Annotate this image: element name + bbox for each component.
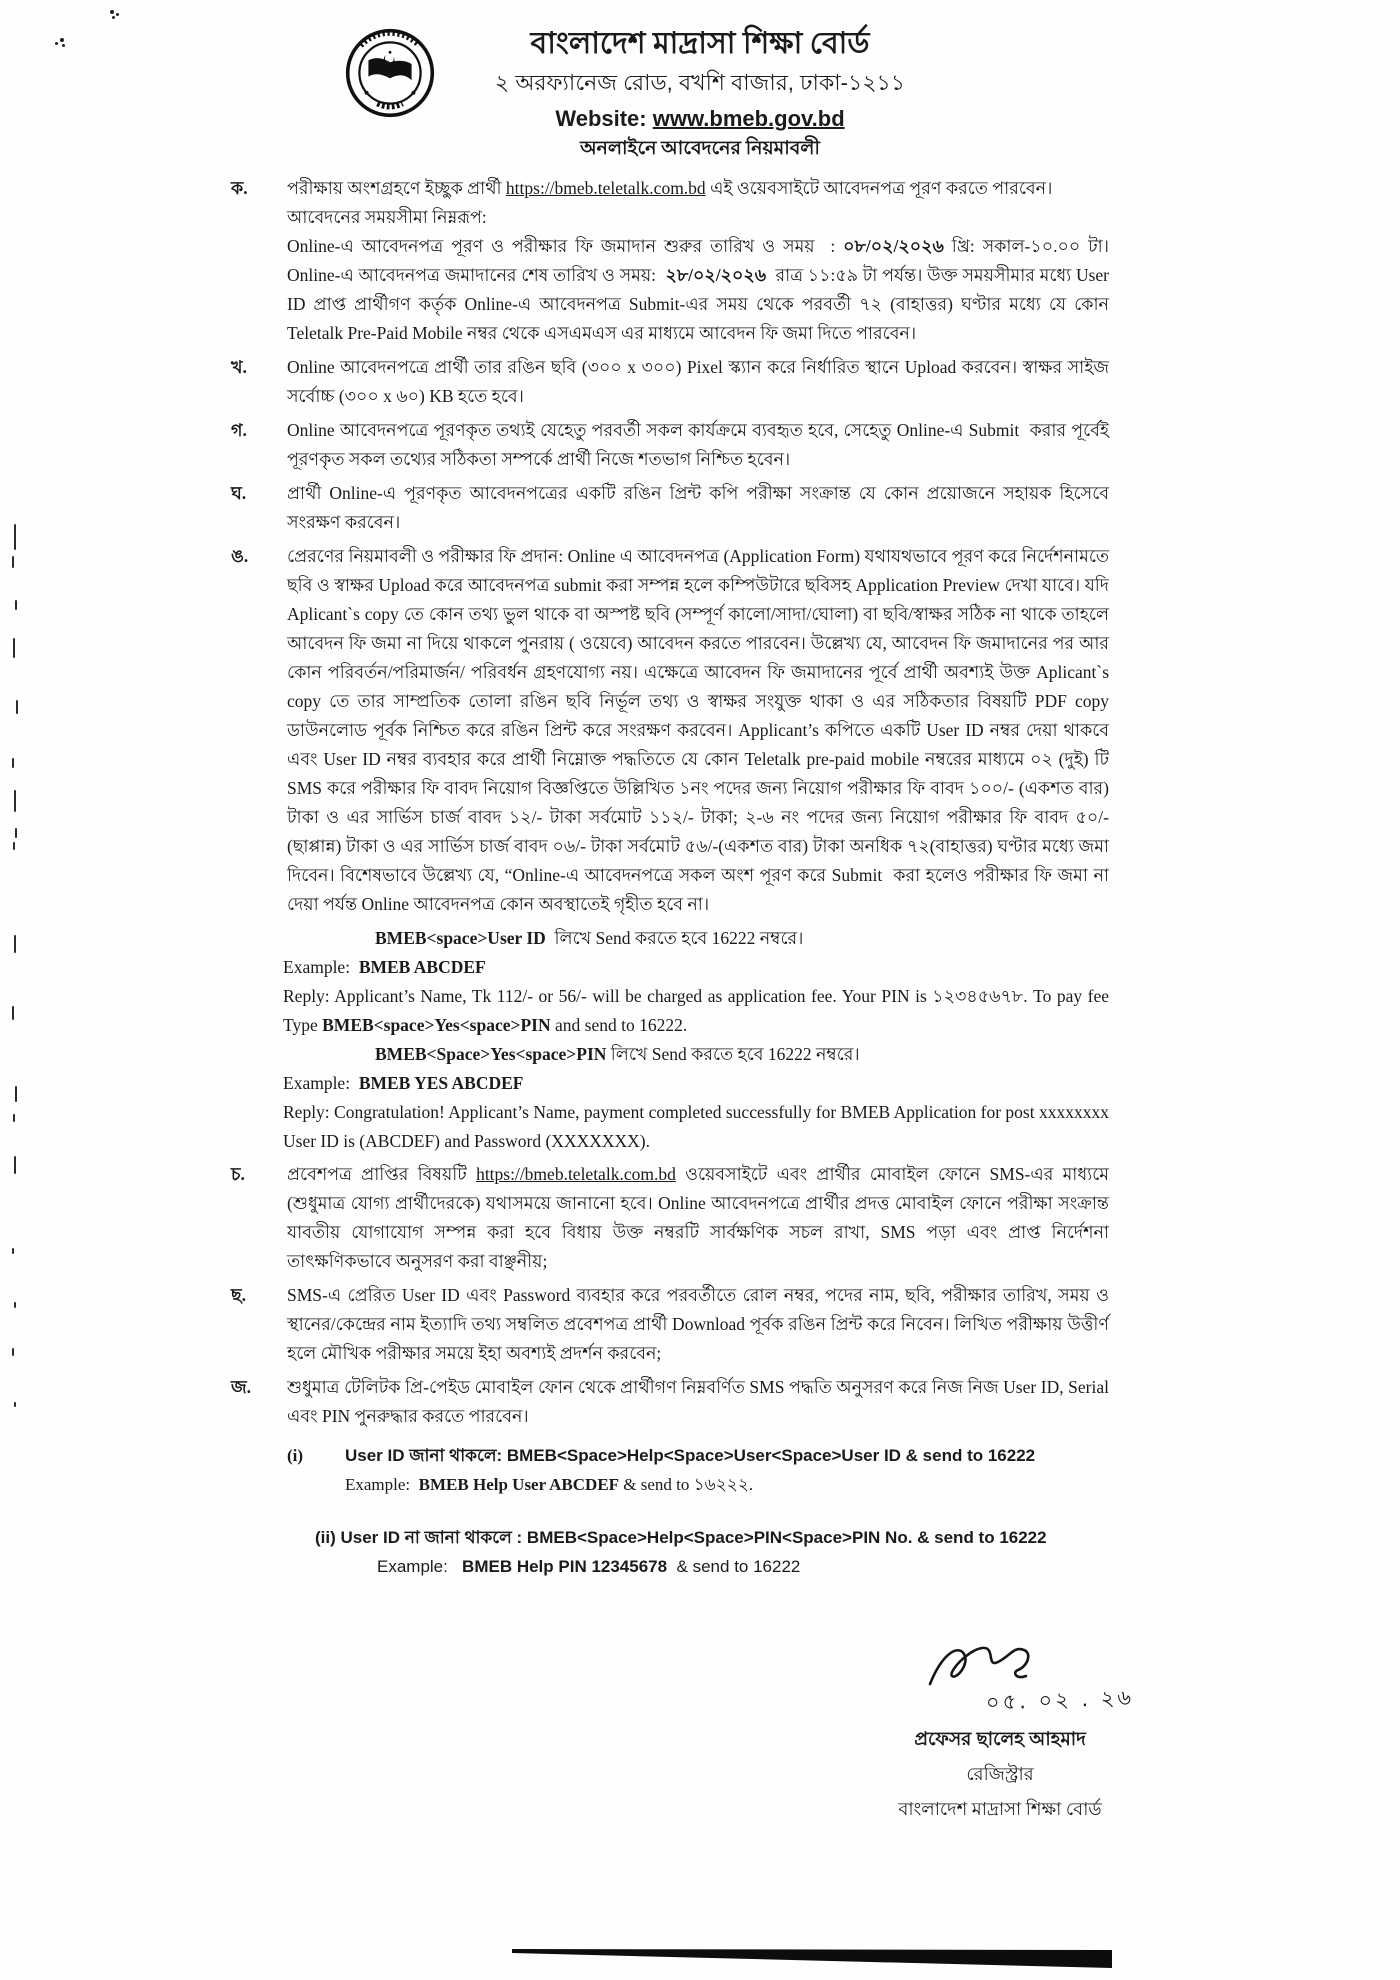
section-text: প্রবেশপত্র প্রাপ্তির বিষয়টি https://bmeb.teletalk.com.bd ওয়েবসাইটে এবং প্রার্থীর মোবাইল ফোনে SMS-এর মাধ্যমে (শুধুমাত্র যোগ্য প্রার্থীদেরকে) যথাসময়ে জানানো হবে। Online আবেদনপত্রে প্রার্থীর প্রদত্ত মোবাইল ফোনে পরীক্ষা সংক্রান্ত যাবতীয় যোগাযোগ সম্পন্ন করা হবে বিধায় উক্ত নম্বরটি সার্বক্ষণিক সচল রাখা, SMS পড়া এবং প্রাপ্ত নির্দেশনা তাৎক্ষণিকভাবে অনুসরণ করা বাঞ্ছনীয়; [287, 1164, 1114, 1271]
document-header [0, 0, 1400, 166]
userid-recovery-block [287, 1441, 1109, 1581]
section-label: ক. [231, 178, 248, 198]
section-ja [225, 1373, 1114, 1431]
signatory-title: রেজিস্ট্রার [966, 1764, 1034, 1784]
section-text: শুধুমাত্র টেলিটক প্রি-পেইড মোবাইল ফোন থেকে প্রার্থীগণ নিম্নবর্ণিত SMS পদ্ধতি অনুসরণ করে নিজ নিজ User ID, Serial এবং PIN পুনরুদ্ধার করতে পারবেন। [287, 1377, 1114, 1426]
signatory-name: প্রফেসর ছালেহ আহমাদ [914, 1728, 1086, 1749]
org-address: ২ অরফ্যানেজ রোড, বখশি বাজার, ঢাকা-১২১১ [494, 70, 906, 95]
scan-wedge-artifact [512, 1936, 1116, 1970]
section-label: ছ. [231, 1285, 246, 1305]
org-name: বাংলাদেশ মাদ্রাসা শিক্ষা বোর্ড [530, 27, 870, 60]
section-text: Online আবেদনপত্রে পূরণকৃত তথ্যই যেহেতু পরবর্তী সকল কার্যক্রমে ব্যবহৃত হবে, সেহেতু Online-এ Submit করার পূর্বেই পূরণকৃত সকল তথ্যের সঠিকতা সম্পর্কে প্রার্থী নিজে শতভাগ নিশ্চিত হবেন। [287, 420, 1114, 469]
section-text: পরীক্ষায় অংশগ্রহণে ইচ্ছুক প্রার্থী https://bmeb.teletalk.com.bd এই ওয়েবসাইটে আবেদনপত্র পূরণ করতে পারবেন। আবেদনের সময়সীমা নিম্নরূপ: Online-এ আবেদনপত্র পূরণ ও পরীক্ষার ফি জমাদান শুরুর তারিখ ও সময় : ০৮/০২/২০২৬ খ্রি: সকাল-১০.০০ টা। Online-এ আবেদনপত্র জমাদানের শেষ তারিখ ও সময়: ২৮/০২/২০২৬ রাত্র ১১:৫৯ টা পর্যন্ত। উক্ত সময়সীমার মধ্যে User ID প্রাপ্ত প্রার্থীগণ কর্তৃক Online-এ আবেদনপত্র Submit-এর সময় থেকে পরবর্তী ৭২ (বাহাত্তর) ঘণ্টার মধ্যে যে কোন Teletalk Pre-Paid Mobile নম্বর থেকে এসএমএস এর মাধ্যমে আবেদন ফি জমা দিতে পারবেন। [287, 178, 1114, 343]
section-uma [225, 542, 1118, 919]
document-body [225, 174, 1118, 1581]
section-kha [225, 353, 1114, 411]
section-gha [225, 479, 1114, 537]
section-label: গ. [231, 420, 247, 440]
section-ka [225, 174, 1114, 348]
section-text: প্রেরণের নিয়মাবলী ও পরীক্ষার ফি প্রদান: Online এ আবেদনপত্র (Application Form) যথাযথভাবে পূরণ করে নির্দেশনামতে ছবি ও স্বাক্ষর Upload করে আবেদনপত্র submit করা সম্পন্ন হলে কম্পিউটারে ছবিসহ Application Preview দেখা যাবে। যদি Aplicant`s copy তে কোন তথ্য ভুল থাকে বা অস্পষ্ট ছবি (সম্পূর্ণ কালো/সাদা/ঘোলা) বা ছবি/স্বাক্ষর সঠিক না থাকে তাহলে আবেদন ফি জমা না দিয়ে থাকলে পুনরায় ( ওয়েবে) আবেদন করতে পারবেন। উল্লেখ্য যে, আবেদন ফি জমাদানের পর আর কোন পরিবর্তন/পরিমার্জন/ পরিবর্ধন গ্রহণযোগ্য নয়। এক্ষেত্রে আবেদন ফি জমাদানের পূর্বে প্রার্থী অবশ্যই উক্ত Aplicant`s copy তে তার সাম্প্রতিক তোলা রঙিন ছবি নির্ভূল তথ্য ও স্বাক্ষর সংযুক্ত থাকা ও এর সঠিকতার বিষয়টি PDF copy ডাউনলোড পূর্বক নিশ্চিত করে রঙিন প্রিন্ট করে সংরক্ষণ করবেন। Applicant’s কপিতে একটি User ID নম্বর দেয়া থাকবে এবং User ID নম্বর ব্যবহার করে প্রার্থী নিম্নোক্ত পদ্ধতিতে যে কোন Teletalk pre-paid mobile নম্বরের মাধ্যমে ০২ (দুই) টি SMS করে পরীক্ষার ফি বাবদ নিয়োগ বিজ্ঞপ্তিতে উল্লিখিত ১নং পদের জন্য নিয়োগ পরীক্ষার ফি বাবদ ১০০/- (একশত বার) টাকা ও এর সার্ভিস চার্জ বাবদ ১২/- টাকা সর্বমোট ১১২/- টাকা; ২-৬ নং পদের জন্য নিয়োগ পরীক্ষার ফি বাবদ ৫০/- (ছাপ্পান্ন) টাকা ও এর সার্ভিস চার্জ বাবদ ০৬/- টাকা সর্বমোট ৫৬/-(একশত বার) টাকা অনধিক ৭২(বাহাত্তর) ঘণ্টার মধ্যে জমা দিবেন। বিশেষভাবে উল্লেখ্য যে, “Online-এ আবেদনপত্রে সকল অংশ পূরণ করে Submit করা হলেও পরীক্ষার ফি জমা না দেয়া পর্যন্ত Online আবেদনপত্র কোন অবস্থাতেই গৃহীত হবে না। [287, 546, 1118, 914]
sms-line-send-pin: BMEB<Space>Yes<space>PIN লিখে Send করতে হবে 16222 নম্বরে। [375, 1044, 860, 1064]
sms-example-1: Example: BMEB ABCDEF [283, 957, 486, 977]
sms-example-2: Example: BMEB YES ABCDEF [283, 1073, 524, 1093]
section-label: চ. [231, 1164, 245, 1184]
section-text: SMS-এ প্রেরিত User ID এবং Password ব্যবহার করে পরবর্তীতে রোল নম্বর, পদের নাম, ছবি, পরীক্ষার তারিখ, সময় ও স্থানের/কেন্দ্রের নাম ইত্যাদি তথ্য সম্বলিত প্রবেশপত্র প্রার্থী Download পূর্বক রঙিন প্রিন্ট করে নিবেন। লিখিত পরীক্ষায় উত্তীর্ণ হলে মৌখিক পরীক্ষার সময়ে ইহা অবশ্যই প্রদর্শন করবেন; [287, 1285, 1114, 1363]
section-ga [225, 416, 1114, 474]
website-url: www.bmeb.gov.bd [652, 106, 845, 131]
bmeb-seal-icon [345, 28, 435, 118]
help-item-ii: (ii) User ID না জানা থাকলে : BMEB<Space>Help<Space>PIN<Space>PIN No. & send to 16222 [315, 1528, 1047, 1547]
sms-instruction-block [283, 924, 1114, 1156]
section-chha [225, 1281, 1114, 1368]
sms-reply-1: Reply: Applicant’s Name, Tk 112/- or 56/- will be charged as application fee. Your PIN is ১২৩৪৫৬৭৮. To pay fee Type BMEB<space>Yes<space>PIN and send to 16222. [283, 986, 1114, 1035]
website-line [0, 106, 1400, 132]
signature-block [800, 1640, 1200, 1826]
signature-date: ০৫. ০২ . ২৬ [985, 1685, 1135, 1715]
help-item-i [287, 1441, 1109, 1470]
website-label: Website: [555, 106, 647, 131]
help-item-label: (i) [287, 1446, 304, 1465]
section-label: ঙ. [231, 546, 249, 566]
section-text: প্রার্থী Online-এ পূরণকৃত আবেদনপত্রের একটি রঙিন প্রিন্ট কপি পরীক্ষা সংক্রান্ত যে কোন প্রয়োজনে সহায়ক হিসেবে সংরক্ষণ করবেন। [287, 483, 1114, 532]
section-label: ঘ. [231, 483, 247, 503]
section-label: খ. [231, 357, 247, 377]
help-item-ii-example: Example: BMEB Help PIN 12345678 & send to 16222 [377, 1557, 801, 1576]
help-item-text: User ID জানা থাকলে: BMEB<Space>Help<Space>User<Space>User ID & send to 16222 [345, 1446, 1036, 1465]
signatory-organization: বাংলাদেশ মাদ্রাসা শিক্ষা বোর্ড [898, 1799, 1102, 1819]
section-text: Online আবেদনপত্রে প্রার্থী তার রঙিন ছবি (৩০০ x ৩০০) Pixel স্ক্যান করে নির্ধারিত স্থানে Upload করবেন। স্বাক্ষর সাইজ সর্বোচ্চ (৩০০ x ৬০) KB হতে হবে। [287, 357, 1114, 406]
document-title: অনলাইনে আবেদনের নিয়মাবলী [580, 138, 820, 159]
section-cha [225, 1160, 1114, 1276]
section-label: জ. [231, 1377, 252, 1397]
help-item-i-example: Example: BMEB Help User ABCDEF & send to ১৬২২২. [345, 1475, 754, 1494]
sms-line-send-userid: BMEB<space>User ID লিখে Send করতে হবে 16222 নম্বরে। [375, 928, 804, 948]
sms-reply-2: Reply: Congratulation! Applicant’s Name, payment completed successfully for BMEB Application for post xxxxxxxx User ID is (ABCDEF) and Password (XXXXXXX). [283, 1102, 1114, 1151]
